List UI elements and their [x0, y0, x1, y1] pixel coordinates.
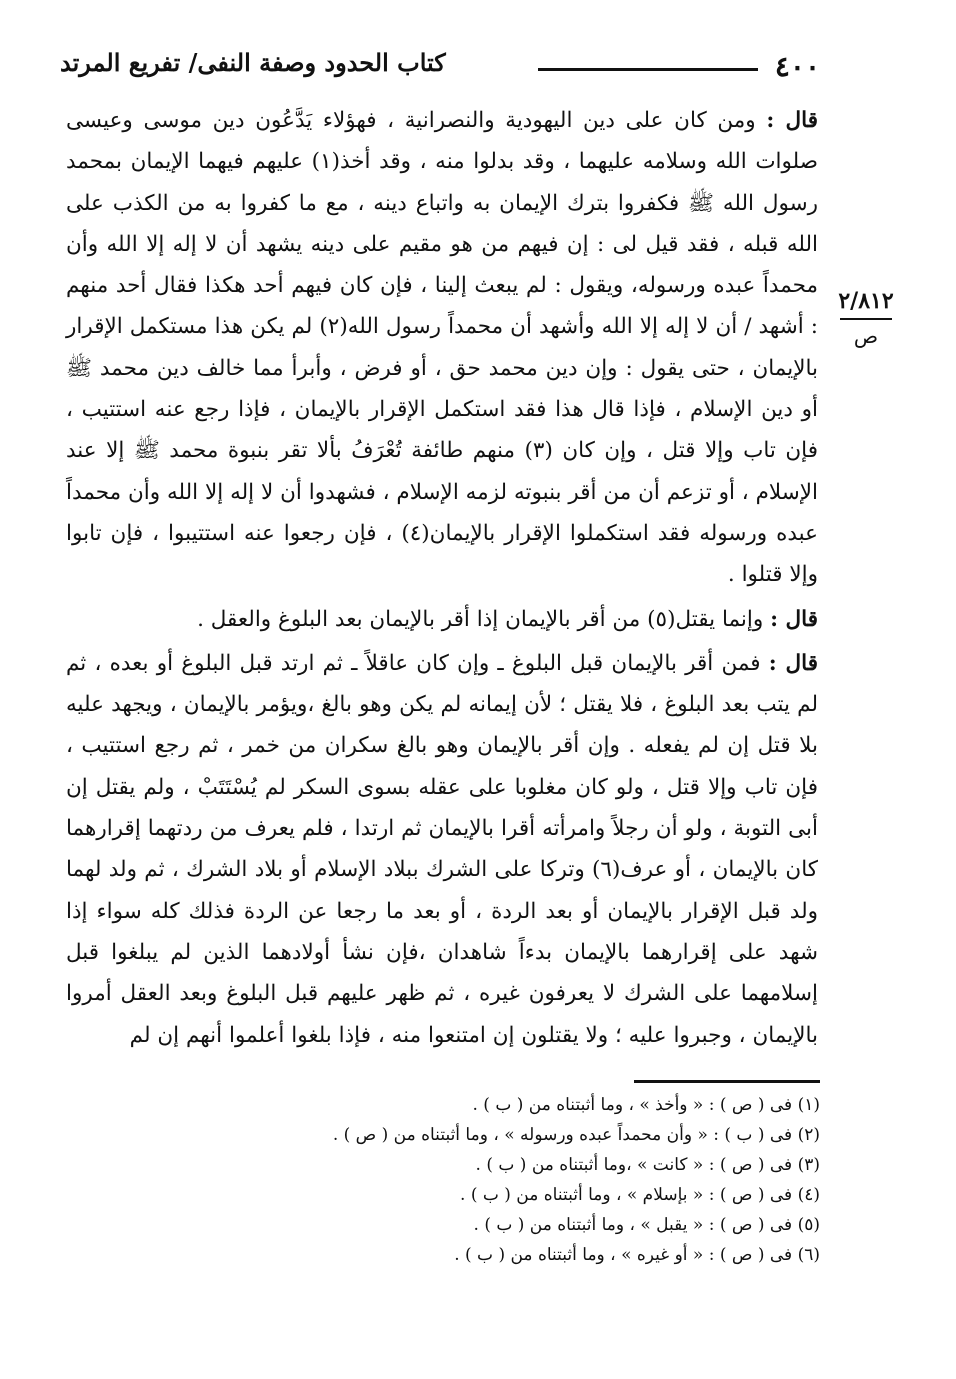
- footnote-3: (٣) فى ( ص ) : « كانت » ،وما أثبتناه من ( ب ) .: [475, 1155, 820, 1175]
- footnote-2: (٢) فى ( ب ) : « وأن محمداً عبده ورسوله » ، وما أثبتناه من ( ص ) .: [332, 1125, 820, 1145]
- paragraph-label: قال :: [770, 606, 818, 632]
- folio-rule: [840, 318, 892, 320]
- footnote-4: (٤) فى ( ص ) : « بإسلام » ، وما أثبتناه من ( ب ) .: [460, 1185, 820, 1205]
- book-title: كتاب الحدود وصفة النفى/ تفريع المرتد: [60, 48, 446, 77]
- header-rule: [538, 68, 758, 71]
- footnote-5: (٥) فى ( ص ) : « يقبل » ، وما أثبتناه من ( ب ) .: [473, 1215, 820, 1235]
- footnotes: [66, 1090, 820, 1270]
- manuscript-folio-ref: [836, 288, 896, 348]
- running-header: [60, 48, 820, 90]
- main-text: [66, 100, 818, 1056]
- paragraph-label: قال :: [768, 650, 818, 676]
- paragraph-1: [66, 100, 818, 596]
- page-number: ٤٠٠: [774, 50, 820, 83]
- footnote-6: (٦) فى ( ص ) : « أو غيره » ، وما أثبتناه من ( ب ) .: [454, 1245, 820, 1265]
- paragraph-2: [66, 599, 818, 640]
- paragraph-3: [66, 643, 818, 1056]
- manuscript-siglum: ص: [853, 324, 879, 348]
- paragraph-text: فمن أقر بالإيمان قبل البلوغ ـ وإن كان عاقلاً ـ ثم ارتد قبل البلوغ أو بعده ، ثم لم يتب بعد البلوغ ، فلا يقتل ؛ لأن إيمانه لم يكن وهو بالغ ،ويؤمر بالإيمان ، ويجهد عليه بلا قتل إن لم يفعله . وإن أقر بالإيمان وهو بالغ سكران من خمر ، ثم رجع استتيب ، فإن تاب وإلا قتل ، ولو كان مغلوبا على عقله بسوى السكر لم يُسْتَتَبْ ، ولم يقتل إن أبى التوبة ، ولو أن رجلاً وامرأته أقرا بالإيمان ثم ارتدا ، فلم يعرف من ردتهما إقرارهما كان بالإيمان ، أو عرف(٦) وتركا على الشرك ببلاد الإسلام أو بلاد الشرك ، ثم ولد لهما ولد قبل الإقرار بالإيمان أو بعد الردة ، أو بعد ما رجعا عن الردة فذلك كله سواء إذا شهد على إقرارهما بالإيمان بدءاً شاهدان ،فإن نشأ أولادهما الذين لم يبلغوا قبل إسلامهما على الشرك لا يعرفون غيره ، ثم ظهر عليهم قبل البلوغ وبعد العقل أمروا بالإيمان ، وجبروا عليه ؛ ولا يقتلون إن امتنعوا منه ، فإذا بلغوا أعلموا أنهم إن لم: [66, 650, 818, 1048]
- paragraph-text: وإنما يقتل(٥) من أقر بالإيمان إذا أقر بالإيمان بعد البلوغ والعقل .: [197, 606, 764, 632]
- paragraph-label: قال :: [766, 108, 818, 133]
- footnote-1: (١) فى ( ص ) : « وأخذ » ، وما أثبتناه من ( ب ) .: [472, 1095, 820, 1115]
- folio-number: ٢/٨١٢: [838, 288, 894, 314]
- footnote-rule: [634, 1080, 820, 1083]
- paragraph-text: ومن كان على دين اليهودية والنصرانية ، فهؤلاء يَدَّعُون دين موسى وعيسى صلوات الله وسلامه عليهما ، وقد بدلوا منه ، وقد أخذ(١) عليهم فيهما الإيمان بمحمد رسول الله ﷺ فكفروا بترك الإيمان به واتباع دينه ، مع ما كفروا به من الكذب على الله قبله ، فقد قيل لى : إن فيهم من هو مقيم على دينه يشهد أن لا إله إلا الله وأن محمداً عبده ورسوله، ويقول : لم يبعث إلينا ، فإن كان فيهم أحد هكذا فقال أحد منهم : أشهد / أن لا إله إلا الله وأشهد أن محمداً رسول الله(٢) لم يكن هذا مستكمل الإقرار بالإيمان ، حتى يقول : وإن دين محمد حق ، أو فرض ، وأبرأ مما خالف دين محمد ﷺ أو دين الإسلام ، فإذا قال هذا فقد استكمل الإقرار بالإيمان ، فإذا رجع عنه استتيب ، فإن تاب وإلا قتل ، وإن كان (٣) منهم طائفة تُعْرَفُ بألا تقر بنبوة محمد ﷺ إلا عند الإسلام ، أو تزعم أن من أقر بنبوته لزمه الإسلام ، فشهدوا أن لا إله إلا الله وأن محمداً عبده ورسوله فقد استكملوا الإقرار بالإيمان(٤) ، فإن رجعوا عنه استتيبوا ، فإن تابوا وإلا قتلوا .: [66, 108, 819, 588]
